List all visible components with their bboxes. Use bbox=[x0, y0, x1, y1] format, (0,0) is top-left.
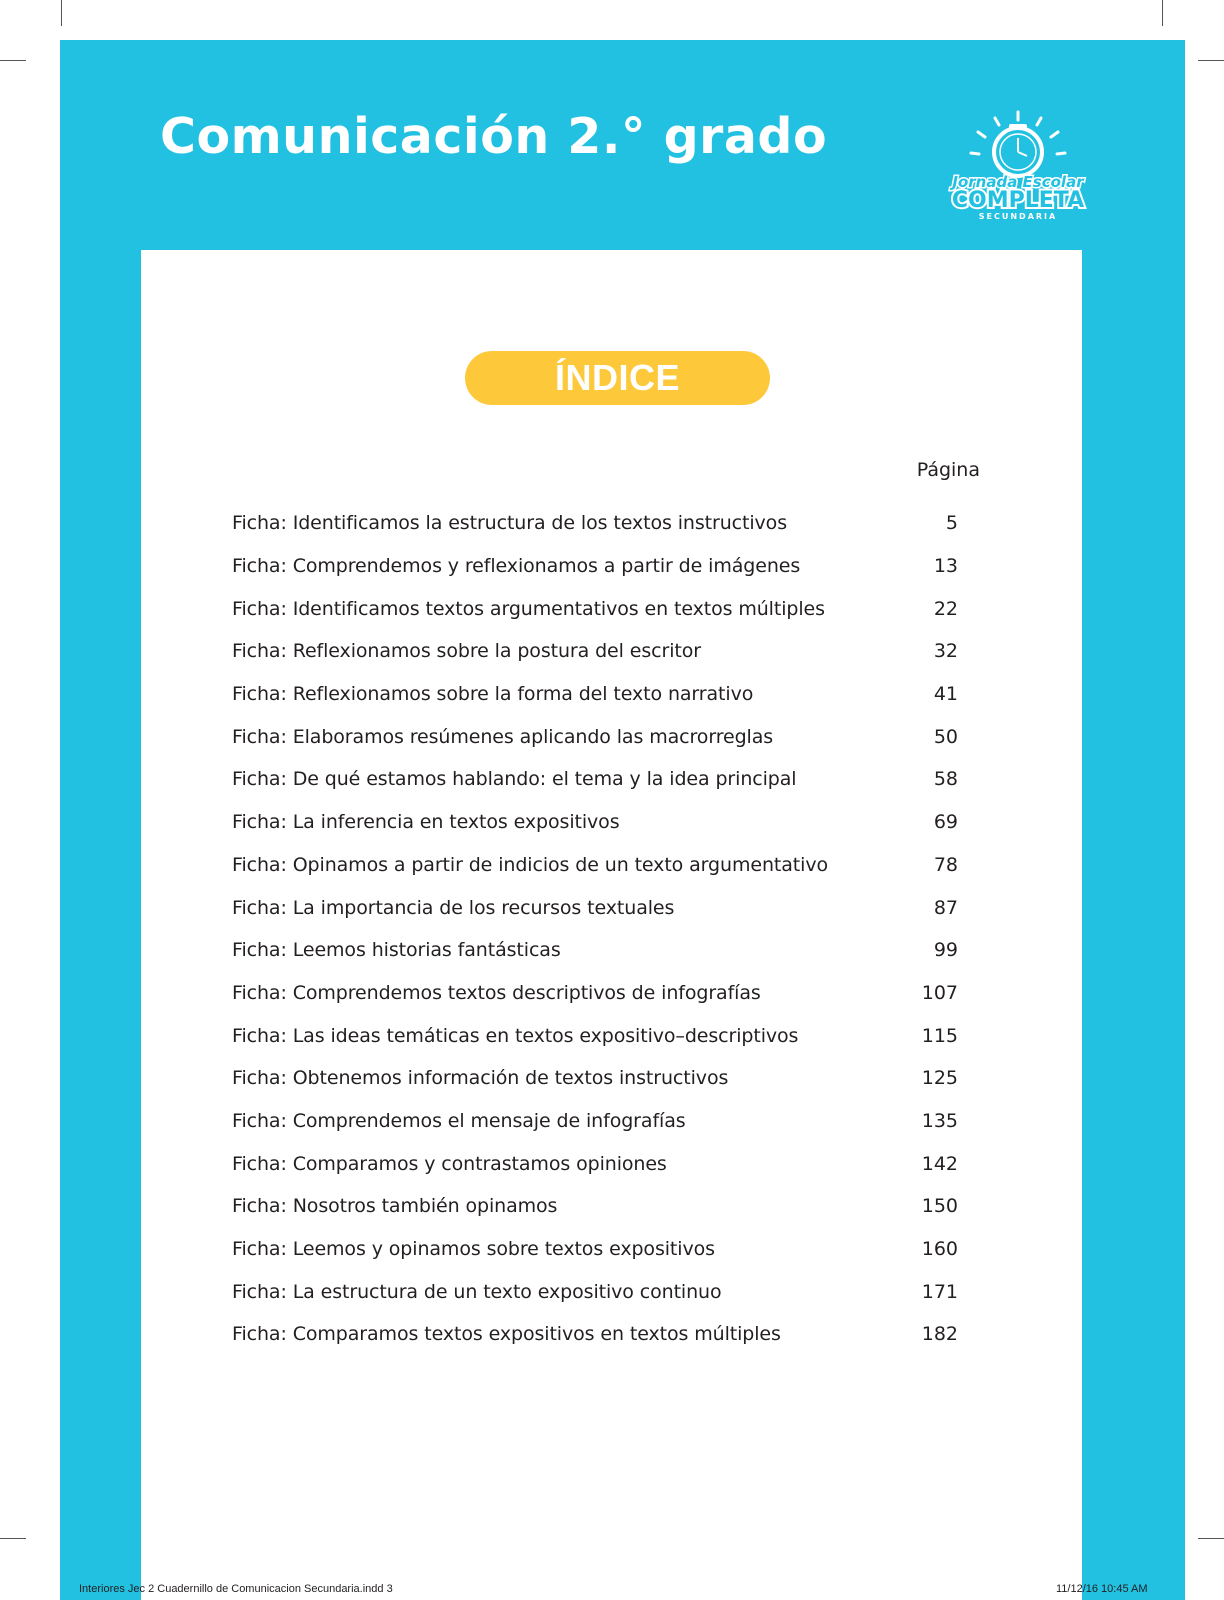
toc-entry-page: 142 bbox=[921, 1152, 958, 1175]
toc-entry bbox=[232, 1142, 962, 1185]
toc-entry-page: 150 bbox=[921, 1195, 958, 1218]
page-title: Comunicación 2.° grado bbox=[160, 108, 828, 165]
jornada-escolar-completa-logo bbox=[943, 110, 1093, 222]
toc-entry-title: Ficha: Leemos y opinamos sobre textos expositivos bbox=[232, 1238, 715, 1261]
toc-entry-page: 171 bbox=[921, 1280, 958, 1303]
toc-entry-page: 99 bbox=[933, 939, 958, 962]
footer-file-info: Interiores Jec 2 Cuadernillo de Comunicacion Secundaria.indd 3 bbox=[79, 1583, 393, 1595]
toc-entry-page: 107 bbox=[921, 981, 958, 1004]
toc-entry-title: Ficha: La importancia de los recursos textuales bbox=[232, 896, 675, 919]
toc-entry bbox=[232, 972, 962, 1015]
toc-entry-page: 5 bbox=[945, 512, 958, 535]
crop-mark bbox=[1162, 0, 1163, 26]
toc-entry bbox=[232, 545, 962, 588]
toc-entry-title: Ficha: Las ideas temáticas en textos expositivo–descriptivos bbox=[232, 1024, 799, 1047]
page-column-label: Página bbox=[916, 459, 980, 481]
toc-entry-title: Ficha: Reflexionamos sobre la postura del escritor bbox=[232, 640, 701, 663]
toc-entry bbox=[232, 673, 962, 716]
crop-mark bbox=[0, 1538, 26, 1539]
toc-entry-page: 41 bbox=[933, 683, 958, 706]
toc-entry-title: Ficha: Opinamos a partir de indicios de un texto argumentativo bbox=[232, 853, 828, 876]
toc-entry-title: Ficha: Identificamos la estructura de los textos instructivos bbox=[232, 512, 787, 535]
table-of-contents bbox=[232, 502, 962, 1356]
toc-entry bbox=[232, 929, 962, 972]
toc-entry bbox=[232, 630, 962, 673]
footer-timestamp: 11/12/16 10:45 AM bbox=[1056, 1583, 1148, 1595]
toc-entry-page: 182 bbox=[921, 1323, 958, 1346]
clock-icon bbox=[994, 124, 1042, 176]
toc-entry-title: Ficha: Nosotros también opinamos bbox=[232, 1195, 558, 1218]
toc-entry-title: Ficha: Comprendemos textos descriptivos de infografías bbox=[232, 981, 761, 1004]
toc-entry bbox=[232, 502, 962, 545]
toc-entry-title: Ficha: Comprendemos el mensaje de infografías bbox=[232, 1109, 686, 1132]
toc-entry-page: 87 bbox=[933, 896, 958, 919]
toc-entry bbox=[232, 1100, 962, 1143]
index-heading-badge bbox=[465, 351, 770, 405]
toc-entry-title: Ficha: Comparamos textos expositivos en textos múltiples bbox=[232, 1323, 781, 1346]
toc-entry-title: Ficha: De qué estamos hablando: el tema y la idea principal bbox=[232, 768, 797, 791]
toc-entry bbox=[232, 587, 962, 630]
toc-entry-page: 125 bbox=[921, 1067, 958, 1090]
toc-entry bbox=[232, 886, 962, 929]
crop-mark bbox=[1198, 60, 1224, 61]
toc-entry-page: 160 bbox=[921, 1238, 958, 1261]
toc-entry-title: Ficha: La inferencia en textos expositivos bbox=[232, 811, 620, 834]
toc-entry bbox=[232, 1014, 962, 1057]
toc-entry-page: 58 bbox=[933, 768, 958, 791]
toc-entry-title: Ficha: Leemos historias fantásticas bbox=[232, 939, 561, 962]
svg-text:COMPLETA: COMPLETA bbox=[951, 188, 1085, 213]
toc-entry-page: 78 bbox=[933, 853, 958, 876]
toc-entry bbox=[232, 801, 962, 844]
toc-entry bbox=[232, 1313, 962, 1356]
svg-text:Jornada Escolar: Jornada Escolar bbox=[952, 173, 1084, 191]
toc-entry bbox=[232, 844, 962, 887]
toc-entry-page: 69 bbox=[933, 811, 958, 834]
crop-mark bbox=[61, 0, 62, 26]
toc-entry-title: Ficha: Reflexionamos sobre la forma del texto narrativo bbox=[232, 683, 754, 706]
toc-entry-title: Ficha: Elaboramos resúmenes aplicando las macrorreglas bbox=[232, 725, 774, 748]
toc-entry bbox=[232, 715, 962, 758]
toc-entry-page: 13 bbox=[933, 555, 958, 578]
toc-entry-title: Ficha: Comparamos y contrastamos opiniones bbox=[232, 1152, 667, 1175]
toc-entry bbox=[232, 1057, 962, 1100]
toc-entry-page: 115 bbox=[921, 1024, 958, 1047]
toc-entry-title: Ficha: Obtenemos información de textos instructivos bbox=[232, 1067, 729, 1090]
toc-entry-title: Ficha: Identificamos textos argumentativos en textos múltiples bbox=[232, 597, 825, 620]
svg-text:SECUNDARIA: SECUNDARIA bbox=[978, 212, 1058, 221]
toc-entry-page: 50 bbox=[933, 725, 958, 748]
toc-entry-title: Ficha: La estructura de un texto expositivo continuo bbox=[232, 1280, 722, 1303]
toc-entry-page: 135 bbox=[921, 1109, 958, 1132]
toc-entry bbox=[232, 1185, 962, 1228]
index-heading: ÍNDICE bbox=[554, 357, 680, 398]
toc-entry bbox=[232, 1270, 962, 1313]
toc-entry-title: Ficha: Comprendemos y reflexionamos a partir de imágenes bbox=[232, 555, 801, 578]
crop-mark bbox=[0, 60, 26, 61]
toc-entry bbox=[232, 758, 962, 801]
toc-entry-page: 22 bbox=[933, 597, 958, 620]
toc-entry-page: 32 bbox=[933, 640, 958, 663]
crop-mark bbox=[1198, 1538, 1224, 1539]
toc-entry bbox=[232, 1228, 962, 1271]
